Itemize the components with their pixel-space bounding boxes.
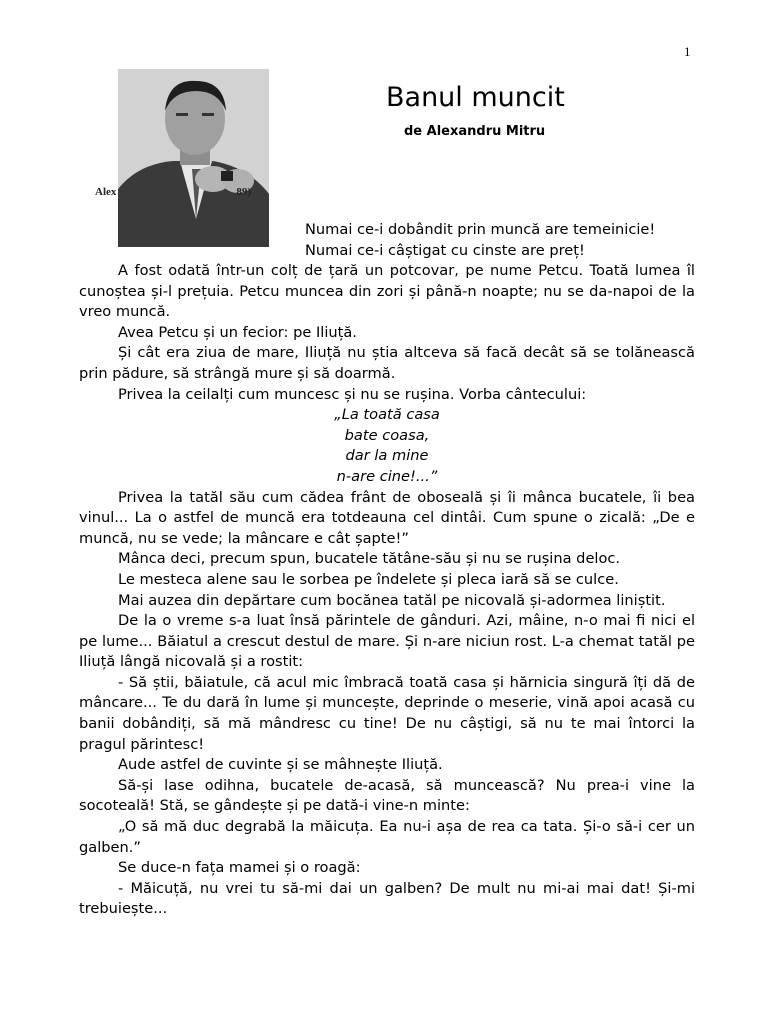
paragraph: Privea la ceilalți cum muncesc și nu se rușina. Vorba cântecului: xyxy=(118,385,587,403)
portrait-caption xyxy=(95,186,295,198)
paragraph: „O să mă duc degrabă la măicuța. Ea nu-i așa de rea ca tata. Și-o să-i cer un galben.” xyxy=(79,818,695,856)
paragraph: Mai auzea din depărtare cum bocănea tatăl pe nicovală și-adormea liniștit. xyxy=(118,591,666,609)
verse-line: n-are cine!...” xyxy=(336,467,438,485)
story-body xyxy=(79,261,695,920)
paragraph: Se duce-n fața mamei și o roagă: xyxy=(118,859,361,877)
page-number: 1 xyxy=(684,44,691,59)
paragraph: Avea Petcu și un fecior: pe Iliuță. xyxy=(118,323,357,341)
paragraph: Le mesteca alene sau le sorbea pe îndelete și pleca iară să se culce. xyxy=(118,570,619,588)
motto-line: Numai ce-i dobândit prin muncă are temeinicie! xyxy=(305,221,656,238)
paragraph: Mânca deci, precum spun, bucatele tătâne-său și nu se rușina deloc. xyxy=(118,550,621,568)
motto xyxy=(305,219,655,261)
paragraph: Și cât era ziua de mare, Iliuță nu știa altceva să facă decât să se tolănească prin pădure, să strângă mure și să doarmă. xyxy=(79,344,695,382)
song-verse xyxy=(79,405,695,487)
paragraph: A fost odată într-un colț de țară un potcovar, pe nume Petcu. Toată lumea îl cunoștea și-l prețuia. Petcu muncea din zori și până-n noapte; nu se da-napoi de la vreo muncă. xyxy=(79,262,695,321)
caption-right: 89) xyxy=(236,186,252,198)
verse-line: „La toată casa xyxy=(334,406,440,424)
paragraph: De la o vreme s-a luat însă părintele de gânduri. Azi, mâine, n-o mai fi nici el pe lume... Băiatul a crescut destul de mare. Și n-are niciun rost. L-a chemat tatăl pe Iliuță lângă nicovală și a rostit: xyxy=(79,612,695,671)
author-line: de Alexandru Mitru xyxy=(404,124,546,139)
motto-line: Numai ce-i câștigat cu cinste are preț! xyxy=(305,242,585,259)
paragraph: Aude astfel de cuvinte și se mâhnește Iliuță. xyxy=(118,756,443,774)
author-portrait xyxy=(118,69,269,247)
verse-line: dar la mine xyxy=(345,447,429,465)
paragraph: - Să știi, băiatule, că acul mic îmbracă toată casa și hărnicia singură îți dă de mâncare... Te du dară în lume și muncește, deprinde o meserie, vină apoi acasă cu banii dobândiți, să mă mândresc cu tine! De nu câștigi, să nu te mai întorci la pragul părintesc! xyxy=(79,673,695,753)
document-title: Banul muncit xyxy=(386,82,565,113)
author-portrait-image xyxy=(118,69,269,247)
paragraph: Să-și lase odihna, bucatele de-acasă, să muncească? Nu prea-i vine la socoteală! Stă, se gândește și pe dată-i vine-n minte: xyxy=(79,776,695,815)
paragraph: Privea la tatăl său cum cădea frânt de oboseală și îi mânca bucatele, îi bea vinul... La o astfel de muncă era totdeauna cel dintâi. Cum spune o zicală: „De e muncă, nu se vede; la mâncare e cât șapte!” xyxy=(79,488,695,547)
verse-line: bate coasa, xyxy=(344,426,430,444)
paragraph: - Măicuță, nu vrei tu să-mi dai un galben? De mult nu mi-ai mai dat! Și-mi trebuiește... xyxy=(79,879,695,918)
caption-left: Alex xyxy=(95,186,117,198)
